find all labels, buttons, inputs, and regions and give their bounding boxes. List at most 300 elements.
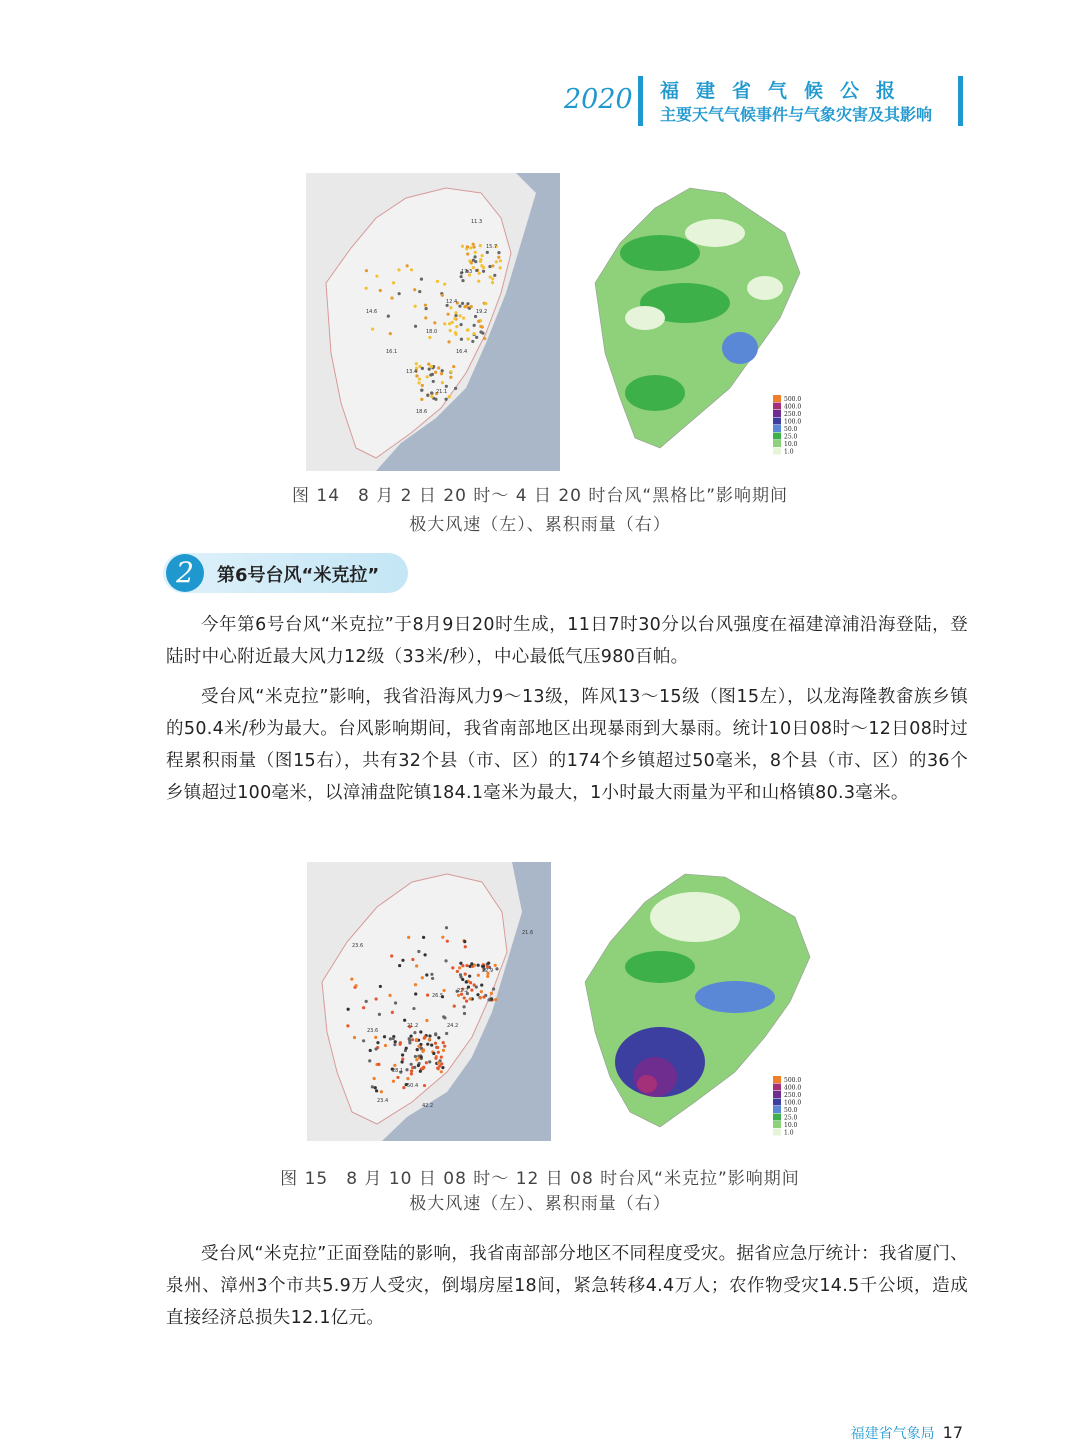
station-marker bbox=[426, 394, 429, 397]
wind-speed-label: 22.2 bbox=[457, 988, 469, 994]
station-marker bbox=[406, 1077, 409, 1080]
station-marker bbox=[491, 264, 494, 267]
station-marker bbox=[489, 275, 492, 278]
station-marker bbox=[440, 372, 443, 375]
wind-speed-label: 18.6 bbox=[416, 409, 428, 415]
station-marker bbox=[458, 966, 461, 969]
legend-swatch bbox=[773, 403, 781, 410]
station-marker bbox=[437, 1061, 440, 1064]
paragraph-impact: 受台风“米克拉”影响，我省沿海风力9～13级，阵风13～15级（图15左），以龙海隆教畲族乡镇的50.4米/秒为最大。台风影响期间，我省南部地区出现暴雨到大暴雨。统计10日08时～12日08时过程累积雨量（图15右），共有32个县（市、区）的174个乡镇超过50毫米，8个县（市、区）的36个乡镇超过100毫米，以漳浦盘陀镇184.1毫米为最大，1小时最大雨量为平和山格镇80.3毫米。 bbox=[166, 687, 968, 803]
station-marker bbox=[474, 315, 477, 318]
wind-speed-label: 15.7 bbox=[486, 244, 498, 250]
legend-label: 400.0 bbox=[784, 403, 802, 411]
station-marker bbox=[457, 994, 460, 997]
legend-swatch bbox=[773, 1084, 781, 1091]
figure15-caption-line1: 图 15 8 月 10 日 08 时～ 12 日 08 时台风“米克拉”影响期间 bbox=[280, 1169, 800, 1189]
wind-speed-label: 14.6 bbox=[366, 309, 378, 315]
station-marker bbox=[423, 1084, 426, 1087]
station-marker bbox=[427, 363, 430, 366]
station-marker bbox=[419, 1070, 422, 1073]
station-marker bbox=[392, 281, 395, 284]
station-marker bbox=[491, 277, 494, 280]
wind-speed-label: 19.2 bbox=[476, 309, 488, 315]
station-marker bbox=[490, 992, 493, 995]
station-marker bbox=[425, 973, 428, 976]
station-marker bbox=[390, 296, 393, 299]
legend-swatch bbox=[773, 395, 781, 402]
wind-speed-label: 21.6 bbox=[522, 930, 534, 936]
station-marker bbox=[434, 1042, 437, 1045]
station-marker bbox=[402, 1086, 405, 1089]
station-marker bbox=[463, 1012, 466, 1015]
station-marker bbox=[410, 1063, 413, 1066]
station-marker bbox=[371, 327, 374, 330]
station-marker bbox=[444, 398, 447, 401]
station-marker bbox=[350, 978, 353, 981]
station-marker bbox=[437, 366, 440, 369]
wind-speed-label: 21.2 bbox=[407, 1023, 419, 1029]
legend-label: 25.0 bbox=[784, 1114, 798, 1122]
station-marker bbox=[461, 245, 464, 248]
station-marker bbox=[494, 998, 497, 1001]
station-marker bbox=[469, 246, 472, 249]
station-marker bbox=[499, 266, 502, 269]
station-marker bbox=[487, 962, 490, 965]
station-marker bbox=[454, 314, 457, 317]
station-marker bbox=[432, 380, 435, 383]
station-marker bbox=[422, 936, 425, 939]
station-marker bbox=[479, 258, 482, 261]
station-marker bbox=[414, 983, 417, 986]
station-marker bbox=[466, 252, 469, 255]
station-marker bbox=[398, 1043, 401, 1046]
station-marker bbox=[425, 1061, 428, 1064]
station-marker bbox=[433, 321, 436, 324]
header-subtitle: 主要天气气候事件与气象灾害及其影响 bbox=[660, 105, 933, 124]
station-marker bbox=[374, 1047, 377, 1050]
station-marker bbox=[415, 362, 418, 365]
station-marker bbox=[409, 1035, 412, 1038]
wind-speed-label: 42.2 bbox=[422, 1103, 434, 1109]
station-marker bbox=[424, 307, 427, 310]
station-marker bbox=[401, 1058, 404, 1061]
station-marker bbox=[494, 964, 497, 967]
station-marker bbox=[461, 978, 464, 981]
station-marker bbox=[443, 283, 446, 286]
station-marker bbox=[440, 1070, 443, 1073]
station-marker bbox=[379, 985, 382, 988]
station-marker bbox=[388, 994, 391, 997]
station-marker bbox=[440, 1062, 443, 1065]
station-marker bbox=[482, 266, 485, 269]
station-marker bbox=[389, 1037, 392, 1040]
station-marker bbox=[468, 975, 471, 978]
station-marker bbox=[449, 376, 452, 379]
station-marker bbox=[445, 1032, 448, 1035]
station-marker bbox=[375, 275, 378, 278]
legend-label: 50.0 bbox=[784, 1107, 798, 1114]
station-marker bbox=[413, 1066, 416, 1069]
station-marker bbox=[398, 292, 401, 295]
station-marker bbox=[442, 1049, 445, 1052]
station-marker bbox=[459, 962, 462, 965]
station-marker bbox=[449, 306, 452, 309]
station-marker bbox=[365, 1000, 368, 1003]
station-marker bbox=[410, 1069, 413, 1072]
station-marker bbox=[430, 395, 433, 398]
station-marker bbox=[459, 323, 462, 326]
station-marker bbox=[475, 336, 478, 339]
wind-speed-label: 17.3 bbox=[461, 269, 473, 275]
header-title: 福建省气候公报 bbox=[660, 80, 913, 102]
station-marker bbox=[458, 305, 461, 308]
station-marker bbox=[461, 279, 464, 282]
station-marker bbox=[392, 1080, 395, 1083]
station-marker bbox=[497, 251, 500, 254]
station-marker bbox=[428, 368, 431, 371]
station-marker bbox=[396, 1076, 399, 1079]
station-marker bbox=[483, 337, 486, 340]
legend-swatch bbox=[773, 425, 781, 432]
station-marker bbox=[460, 275, 463, 278]
figure14-rain-map bbox=[565, 173, 825, 471]
wind-speed-label: 21.1 bbox=[436, 389, 448, 395]
station-marker bbox=[445, 926, 448, 929]
station-marker bbox=[384, 1044, 387, 1047]
header-year: 2020 bbox=[564, 84, 633, 115]
station-marker bbox=[493, 274, 496, 277]
station-marker bbox=[377, 1063, 380, 1066]
legend-label: 100.0 bbox=[784, 418, 802, 426]
station-marker bbox=[443, 322, 446, 325]
station-marker bbox=[428, 336, 431, 339]
section-heading bbox=[163, 553, 408, 593]
station-marker bbox=[419, 1030, 422, 1033]
station-marker bbox=[441, 381, 444, 384]
legend-swatch bbox=[773, 1076, 781, 1083]
station-marker bbox=[371, 1085, 374, 1088]
station-marker bbox=[481, 325, 484, 328]
station-marker bbox=[448, 322, 451, 325]
station-marker bbox=[428, 1034, 431, 1037]
legend-label: 250.0 bbox=[784, 1092, 802, 1099]
station-marker bbox=[368, 1059, 371, 1062]
station-marker bbox=[477, 280, 480, 283]
station-marker bbox=[464, 972, 467, 975]
wind-speed-label: 28.1 bbox=[392, 1068, 404, 1074]
legend-label: 400.0 bbox=[784, 1084, 802, 1092]
station-marker bbox=[470, 988, 473, 991]
station-marker bbox=[473, 245, 476, 248]
station-marker bbox=[414, 1055, 417, 1058]
station-marker bbox=[480, 983, 483, 986]
station-marker bbox=[461, 964, 464, 967]
legend-swatch bbox=[773, 1106, 781, 1113]
figure15-rain-map bbox=[565, 862, 825, 1141]
station-marker bbox=[417, 950, 420, 953]
station-marker bbox=[426, 994, 429, 997]
legend-label: 250.0 bbox=[784, 411, 802, 418]
station-marker bbox=[436, 1046, 439, 1049]
station-marker bbox=[378, 1013, 381, 1016]
station-marker bbox=[422, 1066, 425, 1069]
station-marker bbox=[440, 1056, 443, 1059]
station-marker bbox=[423, 1035, 426, 1038]
station-marker bbox=[441, 1066, 444, 1069]
station-marker bbox=[499, 259, 502, 262]
station-marker bbox=[418, 378, 421, 381]
legend-label: 1.0 bbox=[784, 448, 794, 456]
station-marker bbox=[455, 325, 458, 328]
station-marker bbox=[437, 1036, 440, 1039]
station-marker bbox=[487, 998, 490, 1001]
legend-label: 100.0 bbox=[784, 1099, 802, 1107]
station-marker bbox=[401, 1053, 404, 1056]
station-marker bbox=[482, 270, 485, 273]
station-marker bbox=[417, 381, 420, 384]
station-marker bbox=[482, 995, 485, 998]
page-header bbox=[540, 70, 980, 130]
station-marker bbox=[449, 329, 452, 332]
station-marker bbox=[417, 1045, 420, 1048]
station-marker bbox=[362, 1039, 365, 1042]
legend-label: 50.0 bbox=[784, 426, 798, 433]
station-marker bbox=[424, 304, 427, 307]
figure14-caption-line2: 极大风速（左）、累积雨量（右） bbox=[409, 515, 671, 535]
legend-label: 500.0 bbox=[784, 1077, 802, 1084]
station-marker bbox=[474, 251, 477, 254]
station-marker bbox=[407, 936, 410, 939]
wind-speed-label: 24.2 bbox=[447, 1023, 459, 1029]
wind-speed-label: 11.3 bbox=[471, 219, 483, 225]
station-marker bbox=[492, 987, 495, 990]
paragraph-disaster: 受台风“米克拉”正面登陆的影响，我省南部部分地区不同程度受灾。据省应急厅统计：我省厦门、泉州、漳州3个市共5.9万人受灾，倒塌房屋18间，紧急转移4.4万人；农作物受灾14.5千公顷，造成直接经济总损失12.1亿元。 bbox=[166, 1244, 968, 1328]
station-marker bbox=[424, 316, 427, 319]
station-marker bbox=[410, 1072, 413, 1075]
station-marker bbox=[405, 1047, 408, 1050]
station-marker bbox=[420, 1047, 423, 1050]
legend-label: 10.0 bbox=[784, 441, 798, 448]
station-marker bbox=[481, 254, 484, 257]
station-marker bbox=[486, 251, 489, 254]
station-marker bbox=[401, 1060, 404, 1063]
station-marker bbox=[442, 1015, 445, 1018]
station-marker bbox=[421, 384, 424, 387]
header-divider bbox=[638, 76, 643, 126]
station-marker bbox=[479, 330, 482, 333]
station-marker bbox=[436, 1067, 439, 1070]
station-marker bbox=[417, 1064, 420, 1067]
paragraph-formation: 今年第6号台风“米克拉”于8月9日20时生成，11日7时30分以台风强度在福建漳浦沿海登陆，登陆时中心附近最大风力12级（33米/秒），中心最低气压980百帕。 bbox=[166, 615, 968, 667]
station-marker bbox=[401, 959, 404, 962]
station-marker bbox=[469, 997, 472, 1000]
station-marker bbox=[475, 985, 478, 988]
station-marker bbox=[392, 1037, 395, 1040]
station-marker bbox=[347, 1008, 350, 1011]
station-marker bbox=[442, 1041, 445, 1044]
station-marker bbox=[471, 340, 474, 343]
legend-swatch bbox=[773, 1121, 781, 1128]
legend-swatch bbox=[773, 1099, 781, 1106]
wind-speed-label: 16.4 bbox=[456, 349, 468, 355]
station-marker bbox=[454, 387, 457, 390]
station-marker bbox=[430, 391, 433, 394]
station-marker bbox=[410, 268, 413, 271]
station-marker bbox=[465, 980, 468, 983]
station-marker bbox=[375, 997, 378, 1000]
station-marker bbox=[477, 974, 480, 977]
station-marker bbox=[445, 385, 448, 388]
station-marker bbox=[491, 281, 494, 284]
station-marker bbox=[414, 305, 417, 308]
wind-speed-label: 12.4 bbox=[446, 299, 458, 305]
station-marker bbox=[453, 317, 456, 320]
wind-speed-label: 16.1 bbox=[386, 349, 398, 355]
station-marker bbox=[472, 266, 475, 269]
station-marker bbox=[486, 975, 489, 978]
station-marker bbox=[374, 1086, 377, 1089]
station-marker bbox=[374, 1036, 377, 1039]
station-marker bbox=[470, 305, 473, 308]
station-marker bbox=[449, 370, 452, 373]
station-marker bbox=[430, 1043, 433, 1046]
station-marker bbox=[477, 964, 480, 967]
station-marker bbox=[447, 340, 450, 343]
station-marker bbox=[393, 1043, 396, 1046]
page-number: 17 bbox=[942, 1423, 963, 1442]
station-marker bbox=[464, 945, 467, 948]
wind-speed-label: 22.9 bbox=[482, 968, 494, 974]
station-marker bbox=[393, 1064, 396, 1067]
station-marker bbox=[430, 365, 433, 368]
station-marker bbox=[421, 976, 424, 979]
station-marker bbox=[412, 1007, 415, 1010]
station-marker bbox=[434, 371, 437, 374]
station-marker bbox=[413, 288, 416, 291]
station-marker bbox=[428, 1060, 431, 1063]
station-marker bbox=[456, 970, 459, 973]
station-marker bbox=[495, 260, 498, 263]
station-marker bbox=[461, 302, 464, 305]
station-marker bbox=[383, 1035, 386, 1038]
station-marker bbox=[420, 389, 423, 392]
station-marker bbox=[425, 1019, 428, 1022]
station-marker bbox=[480, 990, 483, 993]
station-marker bbox=[434, 1033, 437, 1036]
station-marker bbox=[430, 973, 433, 976]
station-marker bbox=[488, 265, 491, 268]
station-marker bbox=[454, 333, 457, 336]
station-marker bbox=[476, 993, 479, 996]
station-marker bbox=[436, 280, 439, 283]
station-marker bbox=[444, 959, 447, 962]
legend-label: 500.0 bbox=[784, 396, 802, 403]
station-marker bbox=[394, 1001, 397, 1004]
legend-swatch bbox=[773, 448, 781, 455]
station-marker bbox=[346, 1024, 349, 1027]
wind-speed-label: 26.5 bbox=[432, 993, 444, 999]
station-marker bbox=[411, 1038, 414, 1041]
station-marker bbox=[465, 1000, 468, 1003]
station-marker bbox=[429, 373, 432, 376]
station-marker bbox=[452, 365, 455, 368]
station-marker bbox=[376, 1041, 379, 1044]
station-marker bbox=[465, 964, 468, 967]
station-marker bbox=[451, 966, 454, 969]
station-marker bbox=[454, 311, 457, 314]
station-marker bbox=[426, 1043, 429, 1046]
station-marker bbox=[365, 269, 368, 272]
footer-org: 福建省气象局 bbox=[850, 1426, 935, 1442]
station-marker bbox=[398, 964, 401, 967]
station-marker bbox=[424, 953, 427, 956]
station-marker bbox=[413, 1031, 416, 1034]
wind-speed-label: 23.4 bbox=[377, 1098, 389, 1104]
station-marker bbox=[467, 337, 470, 340]
page-footer bbox=[851, 1423, 963, 1443]
station-marker bbox=[415, 1058, 418, 1061]
station-marker bbox=[477, 320, 480, 323]
station-marker bbox=[470, 962, 473, 965]
legend-swatch bbox=[773, 1129, 781, 1136]
legend-label: 1.0 bbox=[784, 1129, 794, 1137]
wind-speed-label: 23.6 bbox=[352, 943, 364, 949]
station-marker bbox=[497, 256, 500, 259]
station-marker bbox=[414, 325, 417, 328]
station-marker bbox=[391, 1011, 394, 1014]
station-marker bbox=[373, 1077, 376, 1080]
legend-swatch bbox=[773, 440, 781, 447]
station-marker bbox=[466, 245, 469, 248]
station-marker bbox=[420, 398, 423, 401]
legend-swatch bbox=[773, 1091, 781, 1098]
station-marker bbox=[443, 989, 446, 992]
wind-speed-label: 50.4 bbox=[407, 1083, 419, 1089]
station-marker bbox=[473, 324, 476, 327]
station-marker bbox=[353, 1036, 356, 1039]
figure15-wind-map bbox=[307, 862, 551, 1141]
station-marker bbox=[460, 338, 463, 341]
station-marker bbox=[405, 1068, 408, 1071]
legend-swatch bbox=[773, 418, 781, 425]
station-marker bbox=[420, 278, 423, 281]
station-marker bbox=[389, 332, 392, 335]
station-marker bbox=[403, 1019, 406, 1022]
station-marker bbox=[475, 269, 478, 272]
station-marker bbox=[470, 261, 473, 264]
section-title: 第6号台风“米克拉” bbox=[217, 565, 380, 586]
wind-speed-label: 23.6 bbox=[367, 1028, 379, 1034]
station-marker bbox=[394, 1040, 397, 1043]
station-marker bbox=[432, 1052, 435, 1055]
station-marker bbox=[466, 328, 469, 331]
station-marker bbox=[463, 996, 466, 999]
station-marker bbox=[473, 255, 476, 258]
station-marker bbox=[362, 1006, 365, 1009]
station-marker bbox=[415, 964, 418, 967]
station-marker bbox=[472, 332, 475, 335]
figure15-caption-line2: 极大风速（左）、累积雨量（右） bbox=[409, 1194, 671, 1214]
station-marker bbox=[434, 1057, 437, 1060]
station-marker bbox=[462, 1005, 465, 1008]
station-marker bbox=[390, 954, 393, 957]
legend-swatch bbox=[773, 433, 781, 440]
station-marker bbox=[387, 315, 390, 318]
station-marker bbox=[437, 1051, 440, 1054]
station-marker bbox=[379, 289, 382, 292]
station-marker bbox=[408, 1041, 411, 1044]
station-marker bbox=[418, 290, 421, 293]
